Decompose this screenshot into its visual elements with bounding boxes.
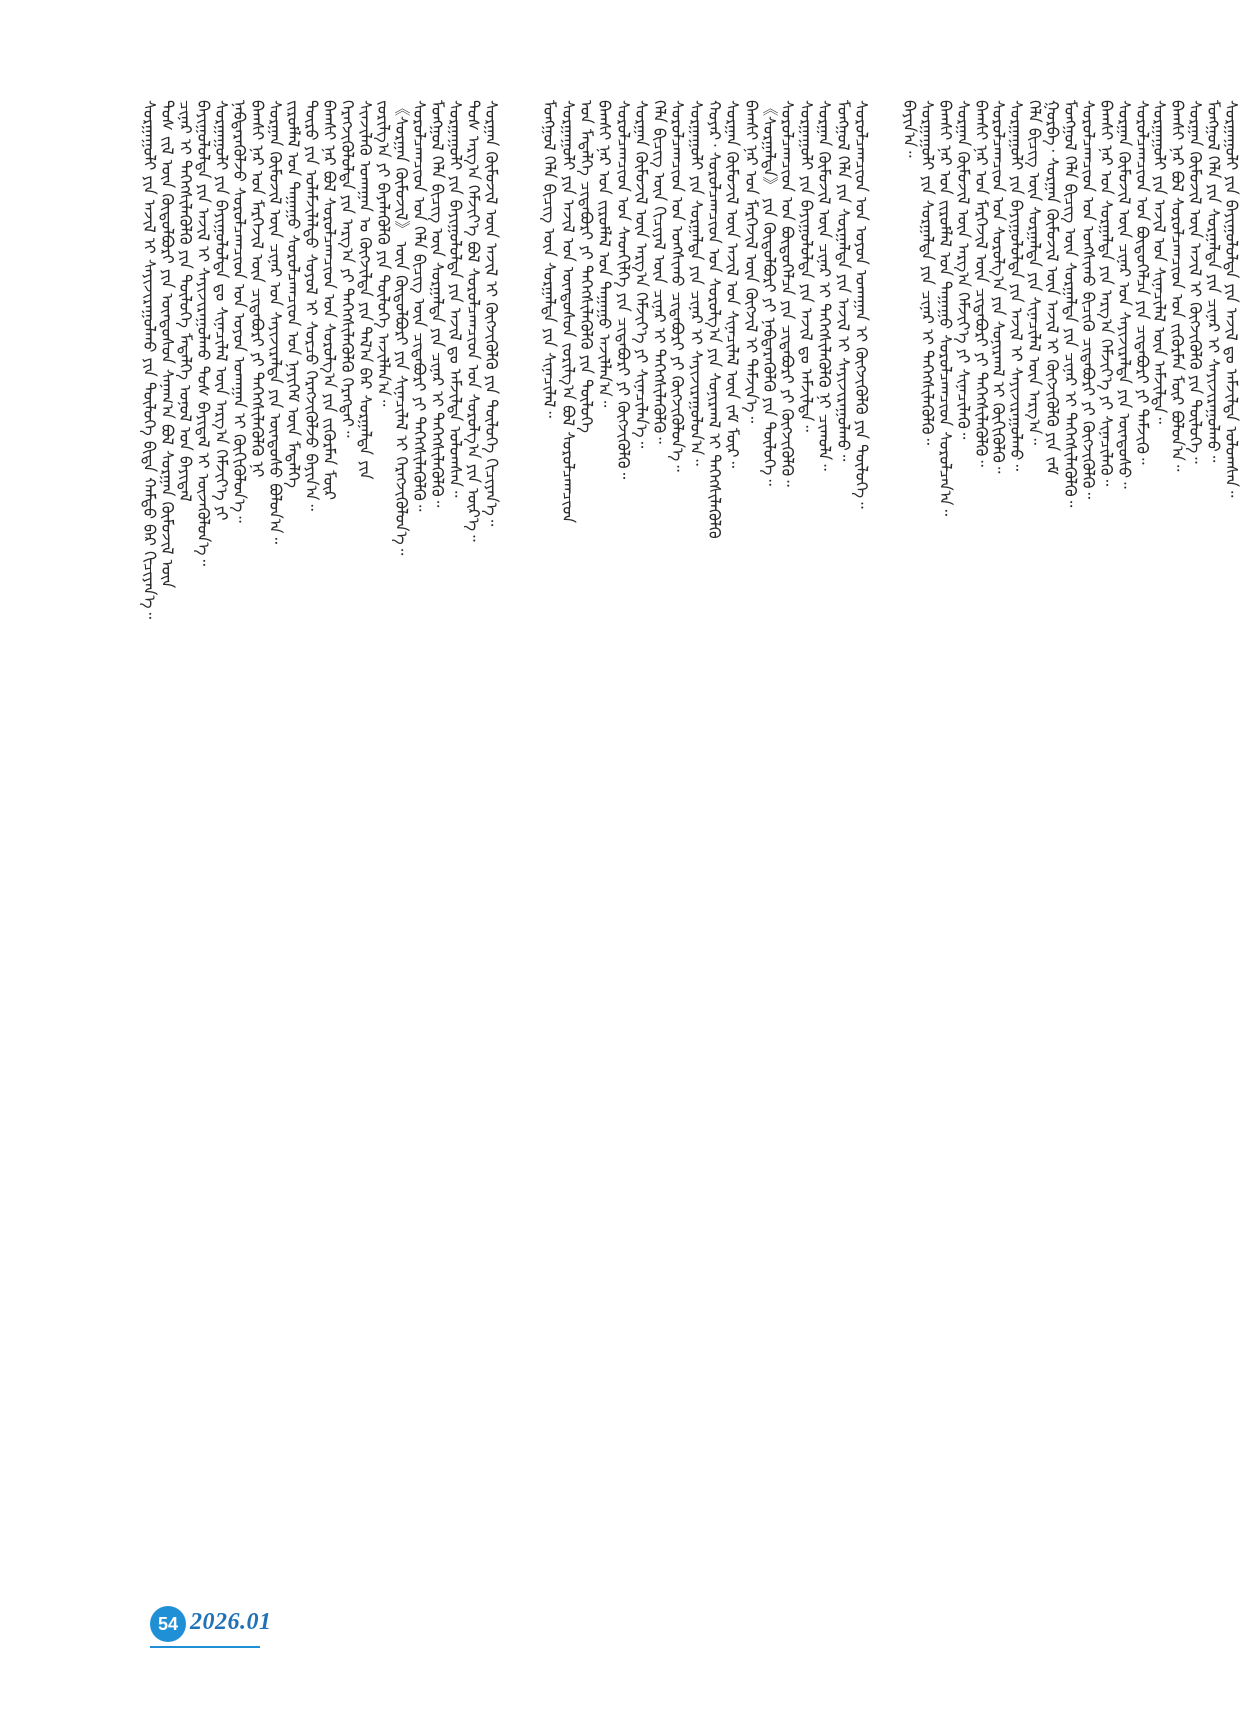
text-line: ᠰᠤᠷᠭᠠᠨ ᠬᠦᠮᠦᠵᠢᠯ ᠦᠨ ᠴᠢᠨᠠᠷ ᠤᠨ ᠰᠠᠶᠢᠵᠢᠷᠠᠯᠲᠠ ᠶᠢᠨ ᠦᠨᠳᠦᠰᠦ ᠪᠣᠯᠤᠨ᠎ᠠ᠃ <box>266 100 285 545</box>
text-line: ᠪᠠᠭᠰᠢ ᠨᠠᠷ ᠤᠨ ᠰᠤᠷᠭᠠᠯᠲᠠ ᠶᠢᠨ ᠠᠷᠭ᠎ᠠ ᠬᠡᠮᠵᠢᠶ᠎ᠡ ᠶᠢ ᠰᠢᠨᠡᠴᠢᠯᠡᠬᠦ᠃ <box>1097 100 1116 487</box>
text-line: ᠪᠠᠭᠰᠢ ᠨᠠᠷ ᠪᠣᠯ ᠰᠤᠷᠤᠯᠴᠠᠭᠴᠢᠳ ᠤᠨ ᠰᠤᠷᠤᠯᠭ᠎ᠠ ᠶᠢᠨ ᠵᠢᠭᠦᠷᠮᠡᠨ ᠮᠥᠷ <box>320 100 339 501</box>
text-line: ᠰᠤᠷᠭᠠᠭᠤᠯᠢ ᠶᠢᠨ ᠠᠵᠢᠯ ᠤᠨ ᠦᠨᠳᠦᠰᠦᠨ ᠵᠣᠷᠢᠯᠭ᠎ᠠ ᠪᠣᠯ ᠰᠤᠷᠤᠯᠴᠠᠭᠴᠢᠳ <box>559 100 578 524</box>
text-line: ᠪᠠᠶᠢᠨ᠎ᠠ᠃ <box>900 100 919 158</box>
text-line: ᠬᠣᠶᠠᠷ᠂ ᠰᠤᠷᠤᠯᠴᠠᠭᠴᠢᠳ ᠤᠨ ᠰᠤᠷᠤᠯᠭ᠎ᠠ ᠶᠢᠨ ᠰᠣᠨᠢᠷᠬᠠᠯ ᠢ ᠳᠡᠭᠡᠭᠰᠢᠯᠡᠭᠦᠯᠬᠦ <box>705 100 724 539</box>
text-line: ᠰᠤᠷᠤᠯᠴᠠᠭᠴᠢᠳ ᠤᠨ ᠤᠩᠰᠢᠬᠤ ᠴᠢᠳᠠᠪᠤᠷᠢ ᠶᠢ ᠬᠥᠭᠵᠢᠭᠦᠯᠦᠨ᠎ᠡ᠃ <box>668 100 687 472</box>
text-line: ᠰᠤᠷᠤᠯᠴᠠᠭᠴᠢᠳ ᠤᠨ ᠰᠤᠷᠤᠯᠭ᠎ᠠ ᠶᠢᠨ ᠰᠣᠨᠢᠷᠬᠠᠯ ᠢ ᠬᠥᠬᠢᠭᠦᠯᠬᠦ᠃ <box>989 100 1008 474</box>
text-line: ᠰᠤᠷᠤᠯᠴᠠᠭᠴᠢᠳ ᠤᠨ ᠣᠶᠤᠨ ᠤᠬᠠᠭᠠᠨ ᠢ ᠬᠥᠭᠵᠢᠭᠦᠯᠬᠦ ᠶᠢᠨ ᠲᠥᠯᠥᠭᠡ᠃ <box>852 100 871 509</box>
text-line: ᠪᠠᠶᠢᠭᠤᠯᠤᠯᠲᠠ ᠶᠢᠨ ᠠᠵᠢᠯ ᠢ ᠰᠠᠶᠢᠵᠢᠷᠠᠭᠤᠯᠬᠤ ᠲᠤᠰ ᠪᠠᠶᠢᠳᠠᠯ ᠢ ᠦᠵᠡᠭᠦᠯᠦᠨ᠎ᠡ᠃ <box>194 100 213 567</box>
text-line: ᠰᠤᠷᠭᠠᠨ ᠬᠦᠮᠦᠵᠢᠯ ᠦᠨ ᠠᠵᠢᠯ ᠤᠨ ᠰᠢᠨᠡᠴᠢᠯᠡᠯ ᠦᠨ ᠵᠠᠮ ᠮᠥᠷ᠃ <box>723 100 742 469</box>
issue-underline <box>150 1646 260 1648</box>
text-line: ᠰᠤᠷᠭᠠᠭᠤᠯᠢ ᠶᠢᠨ ᠪᠠᠶᠢᠭᠤᠯᠤᠯᠲᠠ ᠶᠢᠨ ᠠᠵᠢᠯ ᠳᠤ ᠠᠮᠵᠢᠯᠲᠠ ᠣᠯᠤᠭᠰᠠᠨ᠃ <box>446 100 465 498</box>
issue-label: 2026.01 <box>190 1609 272 1635</box>
text-line: ᠵᠢᠷᠤᠮᠯᠠᠯ ᠤᠨ ᠳᠠᠭᠠᠭᠤ ᠰᠤᠷᠤᠯᠴᠠᠭᠴᠢᠳ ᠤᠨ ᠨᠡᠶᠢᠭᠡᠮ ᠦᠨ ᠮᠡᠳᠡᠯᠭᠡ <box>284 100 303 488</box>
text-column-right <box>900 100 1240 1590</box>
text-line: ᠮᠣᠩᠭᠣᠯ ᠬᠡᠯᠡ ᠪᠢᠴᠢᠭ ᠦᠨ ᠰᠤᠷᠭᠠᠯᠲᠠ ᠶᠢᠨ ᠰᠢᠨᠡᠴᠢᠯᠡᠯ᠃ <box>540 100 559 418</box>
text-line: ᠰᠤᠷᠭᠠᠭᠤᠯᠢ ᠶᠢᠨ ᠠᠵᠢᠯ ᠢ ᠰᠠᠶᠢᠵᠢᠷᠠᠭᠤᠯᠬᠤ ᠶᠢᠨ ᠲᠥᠯᠥᠭᠡ ᠪᠢᠳᠡ ᠬᠠᠮᠲᠤ ᠪᠠᠷ ᠬᠢᠴᠢᠶᠡᠨ᠎ᠡ᠃ <box>140 100 159 620</box>
text-line: ᠰᠤᠷᠤᠯᠴᠠᠭᠴᠢᠳ ᠤᠨ ᠰᠡᠳᠬᠢᠯᠭᠡ ᠶᠢᠨ ᠴᠢᠳᠠᠪᠤᠷᠢ ᠶᠢ ᠬᠥᠭᠵᠢᠭᠦᠯᠬᠦ᠃ <box>614 100 633 480</box>
text-line: ᠨᠡᠪᠲᠡᠷᠡᠭᠦᠯᠵᠦ ᠰᠤᠷᠤᠯᠴᠠᠭᠴᠢᠳ ᠤᠨ ᠣᠶᠤᠨ ᠤᠬᠠᠭᠠᠨ ᠢ ᠬᠥᠬᠢᠭᠦᠯᠦᠨ᠎ᠡ᠃ <box>230 100 249 523</box>
page-number: 54 <box>157 1613 179 1634</box>
text-line: ᠬᠡᠯᠡ ᠪᠢᠴᠢᠭ ᠦᠨ ᠰᠤᠷᠭᠠᠯᠲᠠ ᠶᠢᠨ ᠰᠢᠨᠡᠴᠢᠯᠡᠯ ᠦᠨ ᠠᠷᠭ᠎ᠠ᠃ <box>1025 100 1044 445</box>
text-line: ᠪᠠᠭᠰᠢ ᠨᠠᠷ ᠤᠨ ᠮᠡᠷᠭᠡᠵᠢᠯ ᠦᠨ ᠴᠢᠳᠠᠪᠤᠷᠢ ᠶᠢ ᠳᠡᠭᠡᠭᠰᠢᠯᠡᠭᠦᠯᠬᠦ ᠨᠢ <box>248 100 267 478</box>
text-line: 《ᠰᠤᠷᠭᠠᠨ ᠬᠦᠮᠦᠵᠢᠯ》 ᠦᠨ ᠬᠥᠲᠦᠯᠪᠦᠷᠢ ᠶᠢᠨ ᠰᠢᠨᠡᠴᠢᠯᠡᠯ ᠢ ᠬᠡᠷᠡᠭᠵᠢᠭᠦᠯᠦᠨ᠎ᠡ᠃ <box>392 100 411 556</box>
text-line: ᠮᠣᠩᠭᠣᠯ ᠬᠡᠯᠡ ᠶᠢᠨ ᠰᠤᠷᠭᠠᠯᠲᠠ ᠶᠢᠨ ᠠᠵᠢᠯ ᠢ ᠰᠠᠶᠢᠵᠢᠷᠠᠭᠤᠯᠬᠤ᠃ <box>834 100 853 462</box>
text-line: ᠬᠡᠯᠡ ᠪᠢᠴᠢᠭ ᠦᠨ ᠬᠢᠴᠢᠶᠡᠯ ᠦᠨ ᠴᠢᠨᠠᠷ ᠢ ᠳᠡᠭᠡᠭᠰᠢᠯᠡᠭᠦᠯᠬᠦ᠃ <box>650 100 669 444</box>
text-line: ᠰᠤᠷᠭᠠᠭᠤᠯᠢ ᠶᠢᠨ ᠪᠠᠶᠢᠭᠤᠯᠤᠯᠲᠠ ᠶᠢᠨ ᠠᠵᠢᠯ ᠳᠤ ᠠᠮᠵᠢᠯᠲᠠ ᠣᠯᠤᠭᠰᠠᠨ᠃ <box>1222 100 1241 498</box>
text-line: ᠰᠤᠷᠭᠠᠨ ᠬᠦᠮᠦᠵᠢᠯ ᠦᠨ ᠠᠷᠭ᠎ᠠ ᠬᠡᠮᠵᠢᠶ᠎ᠡ ᠶᠢ ᠰᠢᠨᠡᠴᠢᠯᠡᠨ᠎ᠡ᠃ <box>632 100 651 449</box>
text-line: ᠰᠤᠷᠭᠠᠨ ᠬᠦᠮᠦᠵᠢᠯ ᠦᠨ ᠠᠵᠢᠯ ᠢ ᠬᠥᠭᠵᠢᠭᠦᠯᠬᠦ ᠶᠢᠨ ᠲᠥᠯᠥᠭᠡ᠃ <box>1186 100 1205 464</box>
text-line: ᠪᠠᠭᠰᠢ ᠨᠠᠷ ᠪᠣᠯ ᠰᠤᠷᠤᠯᠴᠠᠭᠴᠢᠳ ᠤᠨ ᠵᠢᠭᠦᠷᠮᠡᠨ ᠮᠥᠷ ᠪᠣᠯᠤᠨ᠎ᠠ᠃ <box>1168 100 1187 472</box>
text-line: ᠪᠠᠭᠰᠢ ᠨᠠᠷ ᠤᠨ ᠵᠢᠷᠤᠮᠯᠠᠯ ᠤᠨ ᠳᠠᠭᠠᠭᠤ ᠠᠵᠢᠯᠯᠠᠨ᠎ᠠ᠃ <box>595 100 614 408</box>
text-line: ᠴᠢᠨᠠᠷ ᠢ ᠳᠡᠭᠡᠭᠰᠢᠯᠡᠭᠦᠯᠬᠦ ᠶᠢᠨ ᠲᠥᠯᠥᠭᠡ ᠮᠡᠳᠡᠯᠭᠡ ᠣᠨᠣᠯ ᠤᠨ ᠪᠠᠶᠢᠳᠠᠯ <box>176 100 195 502</box>
text-line: ᠮᠣᠩᠭᠣᠯ ᠬᠡᠯᠡ ᠪᠢᠴᠢᠭ ᠦᠨ ᠰᠤᠷᠭᠠᠯᠲᠠ ᠶᠢᠨ ᠴᠢᠨᠠᠷ ᠢ ᠳᠡᠭᠡᠭᠰᠢᠯᠡᠭᠦᠯᠬᠦ᠃ <box>428 100 447 508</box>
text-line: ᠲᠦᠷᠦ ᠶᠢᠨ ᠤᠯᠠᠮᠵᠢᠯᠠᠯᠲᠤ ᠰᠣᠶᠤᠯ ᠢ ᠰᠤᠷᠴᠤ ᠬᠡᠷᠡᠭᠵᠢᠭᠦᠯᠵᠦ ᠪᠠᠶᠢᠨ᠎ᠠ᠃ <box>302 100 321 511</box>
text-line: ᠰᠤᠷᠭᠠᠭᠤᠯᠢ ᠶᠢᠨ ᠪᠠᠶᠢᠭᠤᠯᠤᠯᠲᠠ ᠶᠢᠨ ᠠᠵᠢᠯ ᠢ ᠰᠠᠶᠢᠵᠢᠷᠠᠭᠤᠯᠬᠤ᠃ <box>1007 100 1026 471</box>
text-line: ᠰᠤᠷᠤᠯᠴᠠᠭᠴᠢᠳ ᠤᠨ ᠤᠩᠰᠢᠬᠤ ᠪᠢᠴᠢᠬᠦ ᠴᠢᠳᠠᠪᠤᠷᠢ ᠶᠢ ᠬᠥᠭᠵᠢᠭᠦᠯᠬᠦ᠃ <box>1079 100 1098 500</box>
text-column-middle <box>540 100 870 1590</box>
text-line: ᠰᠤᠷᠭᠠᠨ ᠬᠦᠮᠦᠵᠢᠯ ᠦᠨ ᠴᠢᠨᠠᠷ ᠢ ᠳᠡᠭᠡᠭᠰᠢᠯᠡᠭᠦᠯᠬᠦ ᠨᠢ ᠴᠢᠬᠤᠯᠠ᠃ <box>815 100 834 471</box>
text-line: ᠰᠤᠷᠤᠯᠴᠠᠭᠴᠢᠳ ᠤᠨ ᠬᠡᠯᠡ ᠪᠢᠴᠢᠭ ᠦᠨ ᠴᠢᠳᠠᠪᠤᠷᠢ ᠶᠢ ᠳᠡᠭᠡᠭᠰᠢᠯᠡᠭᠦᠯᠬᠦ᠃ <box>410 100 429 512</box>
text-line: ᠤᠨ ᠮᠡᠳᠡᠯᠭᠡ ᠴᠢᠳᠠᠪᠤᠷᠢ ᠶᠢ ᠳᠡᠭᠡᠭᠰᠢᠯᠡᠭᠦᠯᠬᠦ ᠶᠢᠨ ᠲᠥᠯᠥᠭᠡ <box>577 100 596 433</box>
text-line: 《ᠰᠤᠷᠭᠠᠯᠲᠠ》 ᠶᠢᠨ ᠬᠥᠲᠦᠯᠪᠦᠷᠢ ᠶᠢ ᠨᠡᠪᠲᠡᠷᠡᠭᠦᠯᠬᠦ ᠶᠢᠨ ᠲᠥᠯᠥᠭᠡ᠃ <box>760 100 779 486</box>
text-line: ᠰᠢᠨᠵᠢᠯᠡᠬᠦ ᠤᠬᠠᠭᠠᠨ ᠤ ᠬᠦᠭᠵᠢᠯᠲᠡ ᠶᠢᠨ ᠲᠠᠯ᠎ᠠ ᠪᠠᠷ ᠰᠤᠷᠭᠠᠯᠲᠠ ᠶᠢᠨ <box>356 100 375 480</box>
text-line: ᠪᠠᠭᠰᠢ ᠨᠠᠷ ᠤᠨ ᠮᠡᠷᠭᠡᠵᠢᠯ ᠦᠨ ᠴᠢᠳᠠᠪᠤᠷᠢ ᠶᠢ ᠳᠡᠭᠡᠭᠰᠢᠯᠡᠭᠦᠯᠬᠦ᠃ <box>972 100 991 467</box>
text-line: ᠰᠤᠷᠭᠠᠭᠤᠯᠢ ᠶᠢᠨ ᠪᠠᠶᠢᠭᠤᠯᠤᠯᠲᠠ ᠶᠢᠨ ᠠᠵᠢᠯ ᠳᠤ ᠠᠮᠵᠢᠯᠲᠠ᠃ <box>797 100 816 432</box>
text-line: ᠰᠤᠷᠤᠯᠴᠠᠭᠴᠢᠳ ᠤᠨ ᠪᠦᠲᠦᠭᠡᠯᠴᠡ ᠶᠢᠨ ᠴᠢᠳᠠᠪᠤᠷᠢ ᠶᠢ ᠬᠥᠭᠵᠢᠭᠦᠯᠬᠦ᠃ <box>778 100 797 487</box>
text-line: ᠲᠤᠰ ᠠᠷᠭ᠎ᠠ ᠬᠡᠮᠵᠢᠶ᠎ᠡ ᠪᠣᠯ ᠰᠤᠷᠤᠯᠴᠠᠭᠴᠢᠳ ᠤᠨ ᠰᠤᠷᠤᠯᠭ᠎ᠠ ᠶᠢᠨ ᠦᠷ᠎ᠡ᠃ <box>464 100 483 542</box>
text-line: ᠮᠣᠩᠭᠣᠯ ᠬᠡᠯᠡ ᠶᠢᠨ ᠰᠤᠷᠭᠠᠯᠲᠠ ᠶᠢᠨ ᠴᠢᠨᠠᠷ ᠢ ᠰᠠᠶᠢᠵᠢᠷᠠᠭᠤᠯᠬᠤ᠃ <box>1204 100 1223 463</box>
page-number-badge <box>150 1606 186 1642</box>
text-line: ᠬᠡᠷᠡᠭᠵᠢᠭᠦᠯᠦᠯᠲᠡ ᠶᠢᠨ ᠠᠷᠭ᠎ᠠ ᠶᠢ ᠳᠡᠭᠡᠭᠰᠢᠯᠡᠭᠦᠯᠬᠦ ᠬᠡᠷᠡᠭᠲᠡᠶ᠃ <box>338 100 357 438</box>
text-line: ᠰᠤᠷᠭᠠᠨ ᠬᠦᠮᠦᠵᠢᠯ ᠦᠨ ᠠᠵᠢᠯ ᠢ ᠬᠥᠭᠵᠢᠭᠦᠯᠬᠦ ᠶᠢᠨ ᠲᠥᠯᠥᠭᠡ ᠬᠢᠴᠢᠶᠡᠨ᠎ᠡ᠃ <box>482 100 501 527</box>
text-line: ᠵᠣᠷᠢᠯᠭ᠎ᠠ ᠶᠢ ᠪᠡᠶᠡᠯᠡᠭᠦᠯᠬᠦ ᠶᠢᠨ ᠲᠥᠯᠥᠭᠡ ᠠᠵᠢᠯᠯᠠᠨ᠎ᠠ᠃ <box>374 100 393 407</box>
text-line: ᠪᠠᠭᠰᠢ ᠨᠠᠷ ᠤᠨ ᠮᠡᠷᠭᠡᠵᠢᠯ ᠦᠨ ᠬᠥᠭᠵᠢᠯ ᠢ ᠳᠡᠮᠵᠢᠨ᠎ᠡ᠃ <box>742 100 761 423</box>
text-line: ᠰᠤᠷᠭᠠᠭᠤᠯᠢ ᠶᠢᠨ ᠠᠵᠢᠯ ᠤᠨ ᠰᠢᠨᠡᠴᠢᠯᠡᠯ ᠦᠨ ᠠᠮᠵᠢᠯᠲᠠ᠃ <box>1150 100 1169 424</box>
text-line: ᠰᠤᠷᠤᠯᠴᠠᠭᠴᠢᠳ ᠤᠨ ᠪᠦᠲᠦᠭᠡᠯᠴᠡ ᠶᠢᠨ ᠴᠢᠳᠠᠪᠤᠷᠢ ᠶᠢ ᠳᠡᠮᠵᠢᠬᠦ᠃ <box>1133 100 1152 465</box>
text-line: ᠪᠠᠭᠰᠢ ᠨᠠᠷ ᠤᠨ ᠵᠢᠷᠤᠮᠯᠠᠯ ᠤᠨ ᠳᠠᠭᠠᠭᠤ ᠰᠤᠷᠤᠯᠴᠠᠭᠴᠢᠳ ᠰᠤᠷᠤᠯᠴᠠᠨ᠎ᠠ᠃ <box>936 100 955 517</box>
text-column-left <box>140 100 500 1590</box>
text-line: ᠰᠤᠷᠭᠠᠨ ᠬᠦᠮᠦᠵᠢᠯ ᠦᠨ ᠴᠢᠨᠠᠷ ᠤᠨ ᠰᠠᠶᠢᠵᠢᠷᠠᠯᠲᠠ ᠶᠢᠨ ᠦᠨᠳᠦᠰᠦ᠃ <box>1115 100 1134 489</box>
text-line: ᠰᠤᠷᠭᠠᠭᠤᠯᠢ ᠶᠢᠨ ᠰᠤᠷᠭᠠᠯᠲᠠ ᠶᠢᠨ ᠴᠢᠨᠠᠷ ᠢ ᠳᠡᠭᠡᠭᠰᠢᠯᠡᠭᠦᠯᠬᠦ᠃ <box>918 100 937 446</box>
text-line: ᠮᠣᠩᠭᠣᠯ ᠬᠡᠯᠡ ᠪᠢᠴᠢᠭ ᠦᠨ ᠰᠤᠷᠭᠠᠯᠲᠠ ᠶᠢᠨ ᠴᠢᠨᠠᠷ ᠢ ᠳᠡᠭᠡᠭᠰᠢᠯᠡᠭᠦᠯᠬᠦ᠃ <box>1061 100 1080 508</box>
text-line: ᠰᠤᠷᠭᠠᠨ ᠬᠦᠮᠦᠵᠢᠯ ᠦᠨ ᠠᠷᠭ᠎ᠠ ᠬᠡᠮᠵᠢᠶ᠎ᠡ ᠶᠢ ᠰᠢᠨᠡᠴᠢᠯᠡᠬᠦ᠃ <box>954 100 973 440</box>
text-line: ᠰᠤᠷᠭᠠᠭᠤᠯᠢ ᠶᠢᠨ ᠪᠠᠶᠢᠭᠤᠯᠤᠯᠲᠠ ᠳᠤ ᠰᠢᠨᠡᠴᠢᠯᠡᠯ ᠦᠨ ᠠᠷᠭ᠎ᠠ ᠬᠡᠮᠵᠢᠶ᠎ᠡ ᠶᠢ <box>212 100 231 521</box>
text-line: ᠰᠤᠷᠭᠠᠭᠤᠯᠢ ᠶᠢᠨ ᠰᠤᠷᠭᠠᠯᠲᠠ ᠶᠢᠨ ᠴᠢᠨᠠᠷ ᠢ ᠰᠠᠶᠢᠵᠢᠷᠠᠭᠤᠯᠤᠨ᠎ᠠ᠃ <box>687 100 706 466</box>
text-line: ᠲᠤᠰ ᠵᠢᠯ ᠦᠨ ᠬᠥᠲᠦᠯᠪᠦᠷᠢ ᠶᠢᠨ ᠦᠨᠳᠦᠰᠦᠨ ᠰᠠᠨᠠᠭ᠎ᠠ ᠪᠣᠯ ᠰᠤᠷᠭᠠᠨ ᠬᠦᠮᠦᠵᠢᠯ ᠦᠨ <box>158 100 177 589</box>
text-line: ᠭᠤᠷᠪᠠ᠂ ᠰᠤᠷᠭᠠᠨ ᠬᠦᠮᠦᠵᠢᠯ ᠦᠨ ᠠᠵᠢᠯ ᠢ ᠬᠥᠭᠵᠢᠭᠦᠯᠬᠦ ᠶᠢᠨ ᠵᠠᠮ <box>1043 100 1062 475</box>
